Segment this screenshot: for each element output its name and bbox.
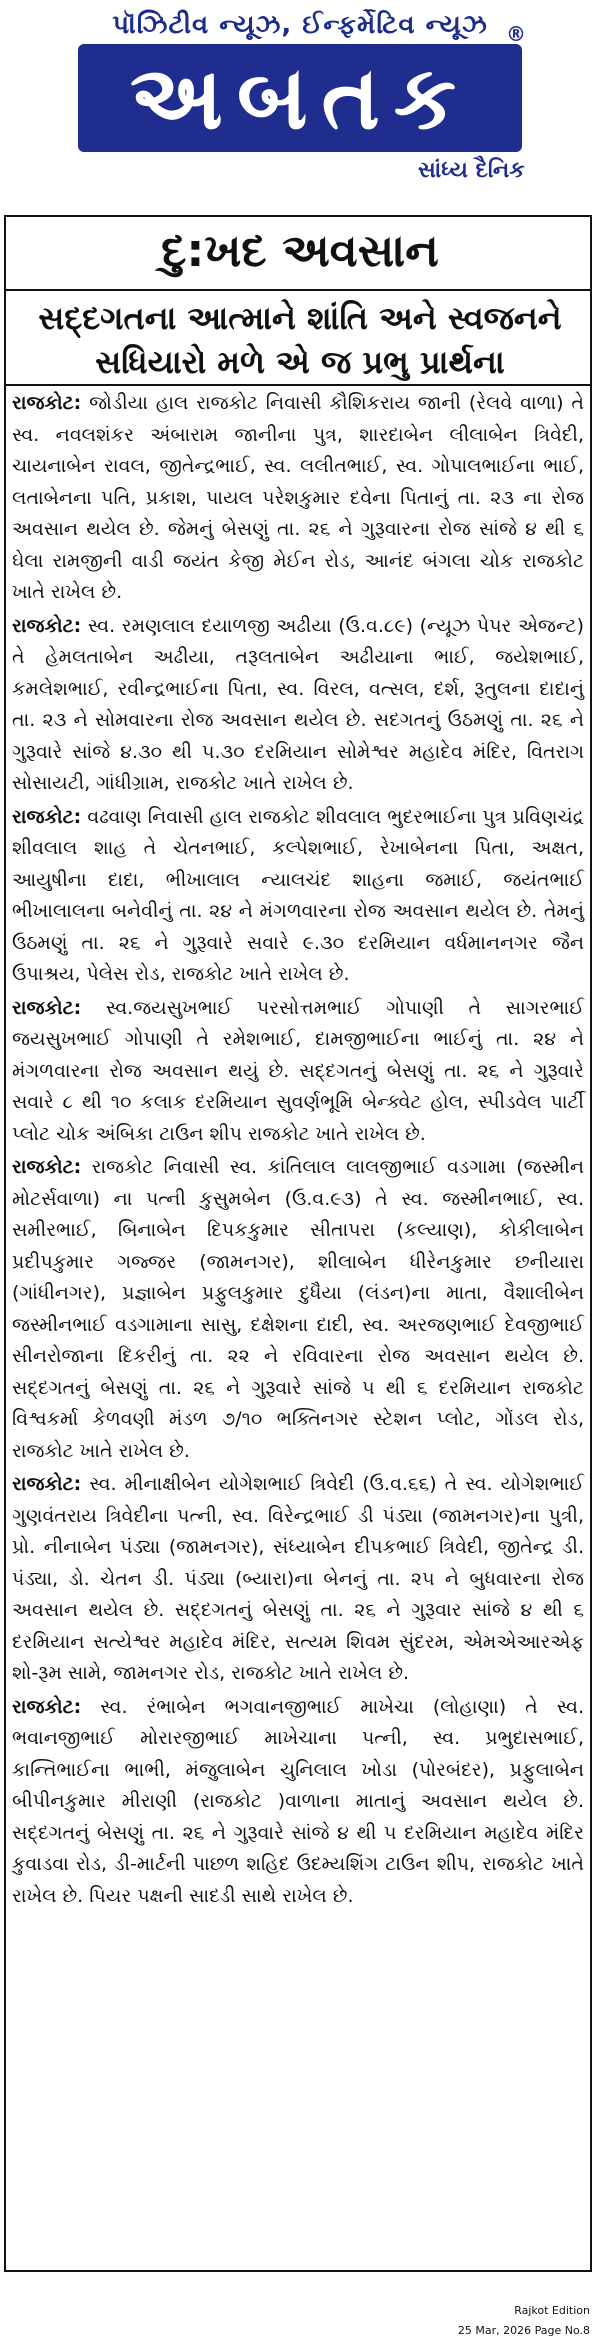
headline-divider [6, 289, 590, 291]
notice-city: રાજકોટ: [12, 614, 82, 637]
obituary-notice [12, 1152, 584, 1467]
notice-city: રાજકોટ: [12, 1473, 82, 1495]
registered-mark-icon: ® [506, 22, 526, 46]
section-subheadline: સદ્દગતના આત્માને શાંતિ અને સ્વજનને સધિયારો મળે એ જ પ્રભુ પ્રાર્થના [38, 299, 562, 381]
obituary-notice [12, 388, 584, 609]
notice-city: રાજકોટ: [12, 805, 82, 828]
obituary-notice [12, 993, 584, 1151]
obituary-notice [12, 802, 584, 991]
notice-text: સ્વ. મીનાક્ષીબેન યોગેશભાઈ ત્રિવેદી (ઉ.વ.૬૬) તે સ્વ. યોગેશભાઈ ગુણવંતરાય ત્રિવેદીના પત્ની, સ્વ. વિરેન્દ્રભાઈ ડી પંડ્યા (જામનગર)ના પુત્રી, પ્રો. નીનાબેન પંડ્યા (જામનગર), સંધ્યાબેન દીપકભાઈ ત્રિવેદી, જીતેન્દ્ર ડી. પંડ્યા, ડો. ચેતન ડી. પંડ્યા (બ્યારા)ના બેનનું તા. ૨૫ ને બુધવારના રોજ અવસાન થયેલ છે. સદ્દગતનું બેસણું તા. ૨૬ ને ગુરૂવાર સાંજે ૪ થી ૬ દરમિયાન સત્યેશ્વર મહાદેવ મંદિર, સત્યમ શિવમ સુંદરમ, એમએઆરએફ શો-રૂમ સામે, જામનગર રોડ, રાજકોટ ખાતે રાખેલ છે. [12, 1473, 584, 1684]
notice-text: રાજકોટ નિવાસી સ્વ. કાંતિલાલ લાલજીભાઈ વડગામા (જસ્મીન મોટર્સવાળા) ના પત્ની કુસુમબેન (ઉ.વ.૯૩) તે સ્વ. જસ્મીનભાઈ, સ્વ. સમીરભાઈ, બિનાબેન દિપકકુમાર સીતાપરા (કલ્યાણ), કોકીલાબેન પ્રદીપકુમાર ગજ્જર (જામનગર), શીલાબેન ધીરેનકુમાર છનીયારા (ગાંધીનગર), પ્રજ્ઞાબેન પ્રફુલકુમાર દુધૈયા (લંડન)ના માતા, વૈશાલીબેન જસ્મીનભાઈ વડગામાના સાસુ, દક્ષેશના દાદી, સ્વ. અરજણભાઈ દેવજીભાઈ સીનરોજાના દિકરીનું તા. ૨૨ ને રવિવારના રોજ અવસાન થયેલ છે. સદ્દગતનું બેસણું તા. ૨૬ ને ગુરૂવારે સાંજે ૫ થી ૬ દરમિયાન રાજકોટ વિશ્વકર્મા કેળવણી મંડળ ૭/૧૦ ભક્તિનગર સ્ટેશન પ્લોટ, ગોંડલ રોડ, રાજકોટ ખાતે રાખેલ છે. [12, 1156, 584, 1462]
newspaper-logo: અબતક [78, 44, 522, 152]
obituary-notice [12, 1469, 584, 1690]
notice-city: રાજકોટ: [12, 392, 82, 414]
masthead [0, 0, 600, 205]
section-headline: દુ:ખદ અવસાન [161, 224, 439, 277]
notice-text: વઢવાણ નિવાસી હાલ રાજકોટ શીવલાલ ભુદરભાઈના પુત્ર પ્રવિણચંદ્ર શીવલાલ શાહ તે ચેતનભાઈ, કલ્પેશભાઈ, રેખાબેનના પિતા, અક્ષત, આયુષીના દાદા, ભીખાલાલ ન્યાલચંદ શાહના જમાઈ, જયંતભાઈ ભીખાલાલના બનેવીનું તા. ૨૪ ને મંગળવારના રોજ અવસાન થયેલ છે. તેમનું ઉઠમણું તા. ૨૬ ને ગુરૂવારે સવારે ૯.૩૦ દરમિયાન વર્ધમાનનગર જૈન ઉપાશ્રય, પેલેસ રોડ, રાજકોટ ખાતે રાખેલ છે. [12, 805, 584, 985]
masthead-tagline: પૉઝિટીવ ન્યૂઝ, ઈન્ફર્મેટિવ ન્યૂઝ [112, 10, 488, 40]
notice-city: રાજકોટ: [12, 996, 82, 1019]
notice-text: જોડીયા હાલ રાજકોટ નિવાસી કૌશિકરાય જાની (રેલવે વાળા) તે સ્વ. નવલશંકર અંબારામ જાનીના પુત્ર, શારદાબેન લીલાબેન ત્રિવેદી, ચાયનાબેન રાવલ, જીતેન્દ્રભાઈ, સ્વ. લલીતભાઈ, સ્વ. ગોપાલભાઈના ભાઈ, લતાબેનના પતિ, પ્રકાશ, પાયલ પરેશકુમાર દવેના પિતાનું તા. ૨૩ ના રોજ અવસાન થયેલ છે. જેમનું બેસણું તા. ૨૬ ને ગુરૂવારના રોજ સાંજે ૪ થી ૬ ઘેલા રામજીની વાડી જયંત કેજી મેઈન રોડ, આનંદ બંગલા ચોક રાજકોટ ખાતે રાખેલ છે. [12, 392, 584, 603]
obituary-notices-list [12, 388, 584, 1914]
notice-text: સ્વ. રમણલાલ દયાળજી અઢીયા (ઉ.વ.૮૯) (ન્યૂઝ પેપર એજન્ટ) તે હેમલતાબેન અઢીયા, તરૂલતાબેન અઢીયાના ભાઈ, જયેશભાઈ, કમલેશભાઈ, રવીન્દ્રભાઈના પિતા, સ્વ. વિરલ, વત્સલ, દર્શ, રૂતુલના દાદાનું તા. ૨૩ ને સોમવારના રોજ અવસાન થયેલ છે. સદગતનું ઉઠમણું તા. ૨૬ ને ગુરૂવારે સાંજે ૪.૩૦ થી ૫.૩૦ દરમિયાન સોમેશ્વર મહાદેવ મંદિર, વિતરાગ સોસાયટી, ગાંધીગ્રામ, રાજકોટ ખાતે રાખેલ છે. [12, 614, 584, 794]
masthead-subtitle: સાંધ્ય દૈનિક [418, 158, 525, 183]
notice-text: સ્વ.જયસુખભાઈ પરસોત્તમભાઈ ગોપાણી તે સાગરભાઈ જયસુખભાઈ ગોપાણી તે રમેશભાઈ, દામજીભાઈના ભાઈનું તા. ૨૪ ને મંગળવારના રોજ અવસાન થયું છે. સદ્દગતનું બેસણું તા. ૨૬ ને ગુરૂવારે સવારે ૮ થી ૧૦ કલાક દરમિયાન સુવર્ણભૂમિ બેન્ક્વેટ હોલ, સ્પીડવેલ પાર્ટી પ્લોટ ચોક અંબિકા ટાઉન શીપ રાજકોટ ખાતે રાખેલ છે. [12, 996, 584, 1145]
notice-city: રાજકોટ: [12, 1156, 82, 1178]
notice-text: સ્વ. રંભાબેન ભગવાનજીભાઈ માખેચા (લોહાણા) તે સ્વ. ભવાનજીભાઈ મોરારજીભાઈ માખેચાના પત્ની, સ્વ. પ્રભુદાસભાઈ, કાન્તિભાઈના ભાભી, મંજુલાબેન ચુનિલાલ ખોડા (પોરબંદર), પ્રફુલાબેન બીપીનકુમાર મીરાણી (રાજકોટ )વાળાના માતાનું અવસાન થયેલ છે. સદ્દગતનું બેસણું તા. ૨૬ ને ગુરૂવારે સાંજે ૪ થી ૫ દરમિયાન મહાદેવ મંદિર કુવાડવા રોડ, ડી-માર્ટની પાછળ શહિદ ઉદમ્યશિંગ ટાઉન શીપ, રાજકોટ ખાતે રાખેલ છે. પિયર પક્ષની સાદડી સાથે રાખેલ છે. [12, 1695, 584, 1907]
obituary-notice [12, 611, 584, 800]
notice-city: રાજકોટ: [12, 1695, 82, 1718]
date-page-label: 25 Mar, 2026 Page No.8 [457, 2324, 590, 2337]
obituary-notice [12, 1692, 584, 1913]
subheadline-divider [6, 384, 590, 386]
edition-label: Rajkot Edition [514, 2304, 590, 2317]
